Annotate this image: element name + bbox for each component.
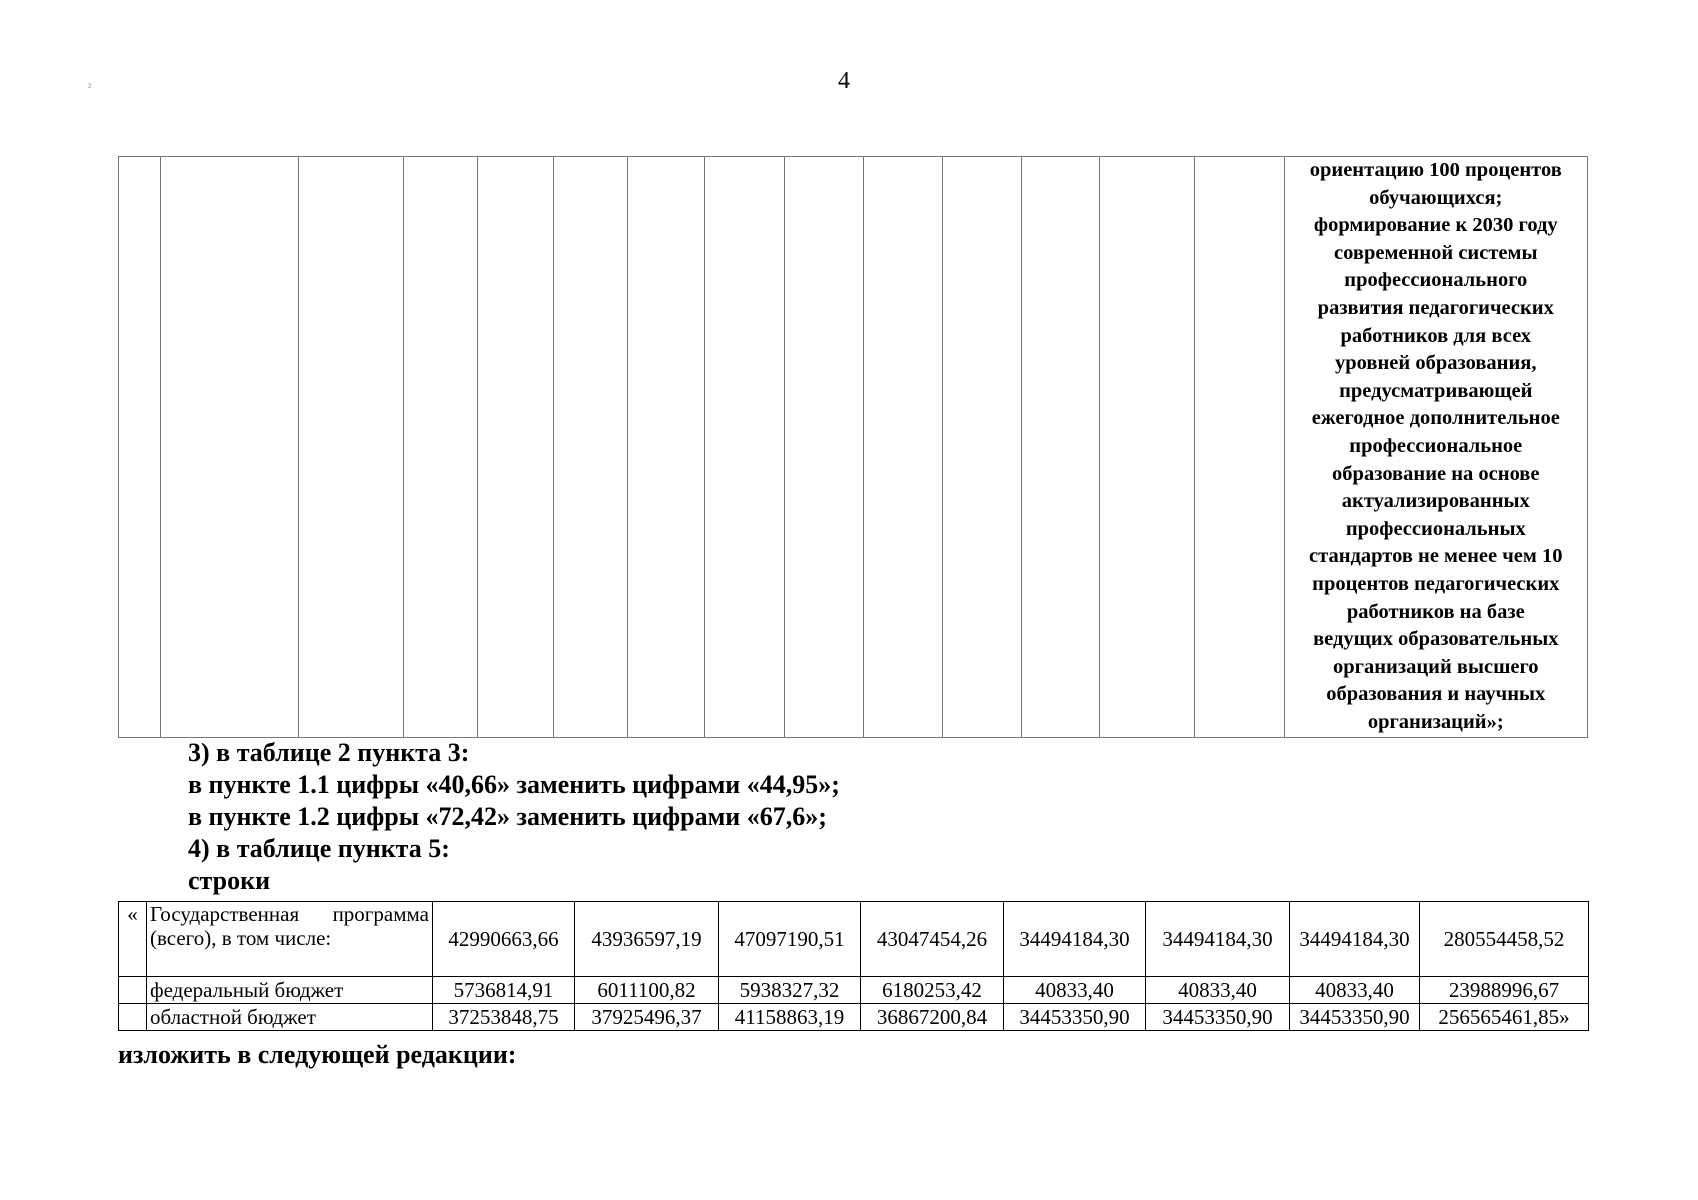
value-cell: 47097190,51 — [719, 902, 861, 977]
opening-quote: « — [119, 902, 147, 977]
table-row — [119, 977, 1589, 1004]
value-cell: 43936597,19 — [575, 902, 719, 977]
value-cell: 34453350,90 — [1004, 1004, 1146, 1031]
amendment-item-4: 4) в таблице пункта 5: — [188, 834, 450, 863]
empty-cell — [119, 977, 147, 1004]
amendment-item-3: 3) в таблице 2 пункта 3: — [188, 738, 470, 767]
empty-cell — [404, 157, 478, 738]
empty-cell — [628, 157, 705, 738]
continued-table-row — [119, 157, 1588, 738]
empty-cell — [298, 157, 404, 738]
finance-table — [118, 901, 1589, 1031]
total-cell: 23988996,67 — [1420, 977, 1589, 1004]
value-cell: 40833,40 — [1004, 977, 1146, 1004]
value-cell: 36867200,84 — [861, 1004, 1004, 1031]
empty-cell — [705, 157, 784, 738]
empty-cell — [478, 157, 554, 738]
closing-instruction: изложить в следующей редакции: — [118, 1040, 517, 1069]
value-cell: 5736814,91 — [433, 977, 575, 1004]
value-cell: 34494184,30 — [1146, 902, 1290, 977]
empty-cell — [161, 157, 298, 738]
total-cell: 256565461,85» — [1420, 1004, 1589, 1031]
empty-cell — [554, 157, 628, 738]
scan-edge-mark: ² — [88, 82, 91, 93]
empty-cell — [1022, 157, 1099, 738]
value-cell: 34453350,90 — [1146, 1004, 1290, 1031]
row-label: федеральный бюджет — [147, 977, 433, 1004]
value-cell: 37253848,75 — [433, 1004, 575, 1031]
value-cell: 6011100,82 — [575, 977, 719, 1004]
table-row — [119, 1004, 1589, 1031]
empty-cell — [119, 1004, 147, 1031]
value-cell: 43047454,26 — [861, 902, 1004, 977]
value-cell: 34453350,90 — [1290, 1004, 1420, 1031]
empty-cell — [1194, 157, 1284, 738]
value-cell: 40833,40 — [1290, 977, 1420, 1004]
value-cell: 37925496,37 — [575, 1004, 719, 1031]
empty-cell — [784, 157, 863, 738]
goal-text-cell: ориентацию 100 процентов обучающихся; формирование к 2030 году современной системы профессионального развития педагогических работников для всех уровней образования, предусматривающей ежегодное дополнительное профессиональное образование на основе актуализированных профессиональных стандартов не менее чем 10 процентов педагогических работников на базе ведущих образовательных организаций высшего образования и научных организаций»; — [1284, 157, 1587, 738]
value-cell: 42990663,66 — [433, 902, 575, 977]
amendment-point-1-2: в пункте 1.2 цифры «72,42» заменить цифрами «67,6»; — [188, 802, 827, 831]
empty-cell — [1099, 157, 1194, 738]
table-row — [119, 902, 1589, 977]
value-cell: 34494184,30 — [1004, 902, 1146, 977]
continued-table — [118, 156, 1588, 738]
empty-cell — [943, 157, 1022, 738]
value-cell: 6180253,42 — [861, 977, 1004, 1004]
row-label: областной бюджет — [147, 1004, 433, 1031]
value-cell: 41158863,19 — [719, 1004, 861, 1031]
amendment-point-1-1: в пункте 1.1 цифры «40,66» заменить цифрами «44,95»; — [188, 770, 840, 799]
empty-cell — [863, 157, 942, 738]
empty-cell — [119, 157, 161, 738]
row-label: Государственная программа (всего), в том числе: — [147, 902, 433, 977]
value-cell: 40833,40 — [1146, 977, 1290, 1004]
value-cell: 5938327,32 — [719, 977, 861, 1004]
total-cell: 280554458,52 — [1420, 902, 1589, 977]
page-number: 4 — [838, 68, 850, 94]
value-cell: 34494184,30 — [1290, 902, 1420, 977]
rows-caption: строки — [188, 866, 271, 895]
